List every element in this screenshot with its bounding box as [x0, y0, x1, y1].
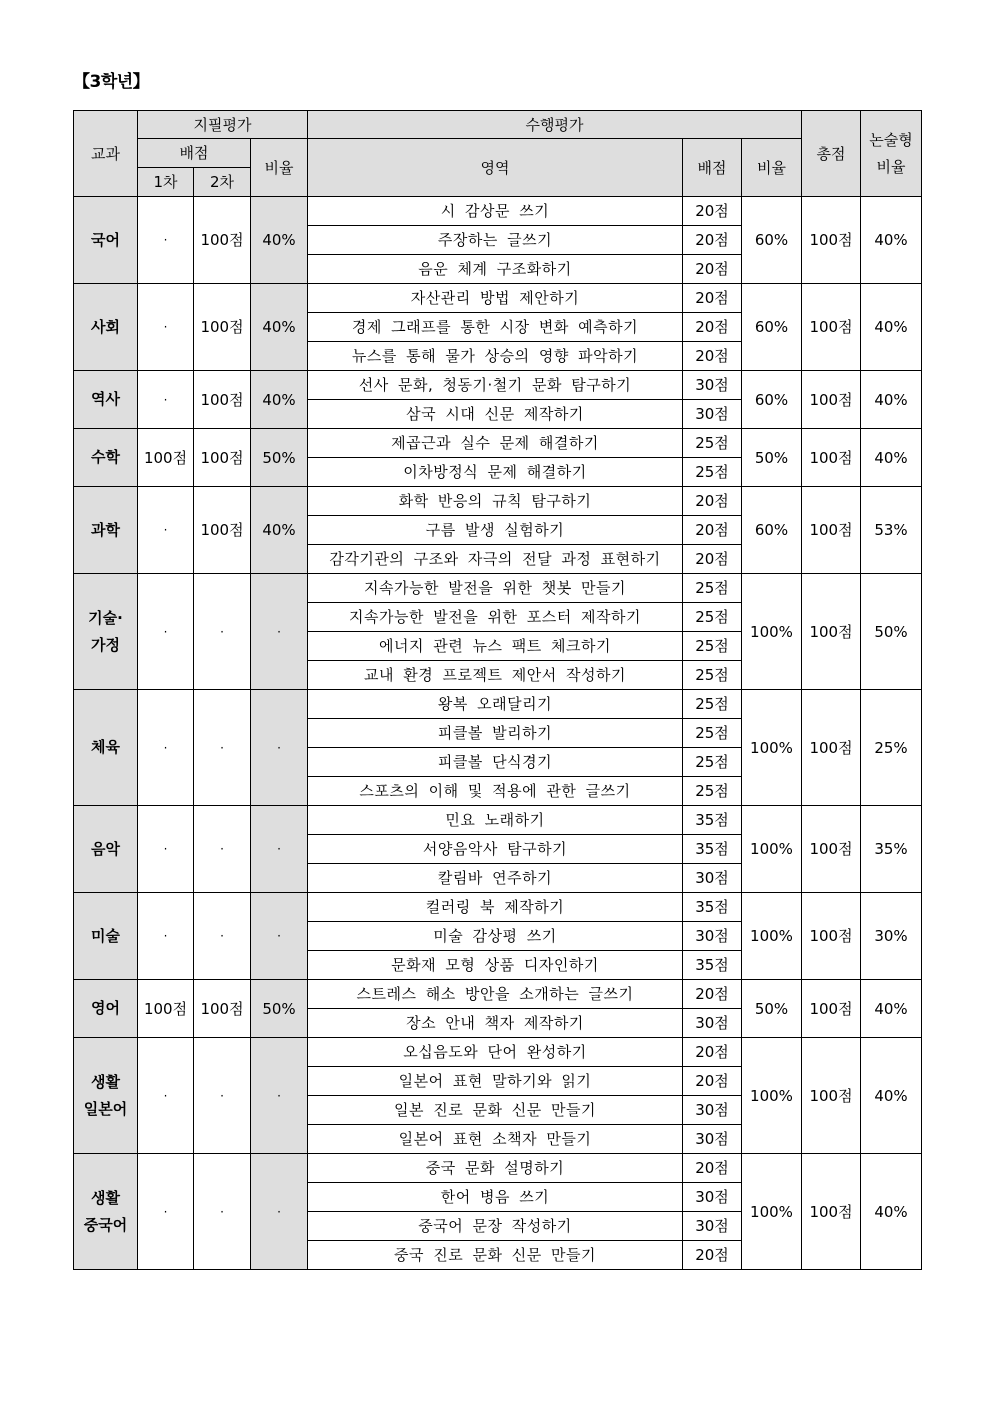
performance-area: 선사 문화, 청동기·철기 문화 탐구하기	[308, 371, 683, 400]
performance-score: 25점	[683, 603, 742, 632]
performance-score: 30점	[683, 1096, 742, 1125]
written-second-score: ·	[194, 806, 251, 893]
performance-area: 중국 진로 문화 신문 만들기	[308, 1241, 683, 1270]
written-first-score: ·	[138, 487, 194, 574]
total-score: 100점	[802, 574, 861, 690]
subject-name-line: 기술·	[88, 608, 123, 627]
performance-score: 25점	[683, 690, 742, 719]
performance-score: 20점	[683, 342, 742, 371]
subject-name	[74, 980, 138, 1038]
written-second-score: 100점	[194, 284, 251, 371]
table-row	[74, 284, 922, 313]
essay-ratio: 50%	[861, 574, 922, 690]
header-essay-ratio	[861, 111, 922, 197]
total-score: 100점	[802, 690, 861, 806]
evaluation-table	[73, 110, 922, 1270]
written-second-score: 100점	[194, 371, 251, 429]
performance-score: 35점	[683, 806, 742, 835]
written-ratio: 50%	[251, 980, 308, 1038]
subject-name	[74, 429, 138, 487]
written-first-score: ·	[138, 893, 194, 980]
performance-area: 경제 그래프를 통한 시장 변화 예측하기	[308, 313, 683, 342]
written-first-score: ·	[138, 1154, 194, 1270]
performance-score: 25점	[683, 661, 742, 690]
performance-score: 30점	[683, 1125, 742, 1154]
table-row	[74, 429, 922, 458]
subject-name	[74, 1154, 138, 1270]
performance-score: 20점	[683, 197, 742, 226]
performance-score: 25점	[683, 429, 742, 458]
total-score: 100점	[802, 893, 861, 980]
performance-score: 35점	[683, 893, 742, 922]
written-ratio: ·	[251, 806, 308, 893]
performance-area: 감각기관의 구조와 자극의 전달 과정 표현하기	[308, 545, 683, 574]
written-second-score: ·	[194, 1154, 251, 1270]
subject-name	[74, 371, 138, 429]
performance-area: 구름 발생 실험하기	[308, 516, 683, 545]
performance-ratio: 60%	[742, 284, 802, 371]
total-score: 100점	[802, 197, 861, 284]
performance-area: 화학 반응의 규칙 탐구하기	[308, 487, 683, 516]
performance-area: 문화재 모형 상품 디자인하기	[308, 951, 683, 980]
performance-score: 30점	[683, 864, 742, 893]
header-ratio: 비율	[251, 139, 308, 197]
essay-ratio: 40%	[861, 371, 922, 429]
subject-name	[74, 893, 138, 980]
table-row	[74, 1038, 922, 1067]
written-ratio: 50%	[251, 429, 308, 487]
subject-name	[74, 487, 138, 574]
written-second-score: 100점	[194, 980, 251, 1038]
performance-area: 미술 감상평 쓰기	[308, 922, 683, 951]
header-area: 영역	[308, 139, 683, 197]
essay-ratio: 25%	[861, 690, 922, 806]
written-second-score: ·	[194, 893, 251, 980]
performance-area: 오십음도와 단어 완성하기	[308, 1038, 683, 1067]
performance-ratio: 50%	[742, 980, 802, 1038]
performance-score: 20점	[683, 1154, 742, 1183]
table-row	[74, 980, 922, 1009]
written-second-score: 100점	[194, 429, 251, 487]
performance-ratio: 100%	[742, 1154, 802, 1270]
performance-area: 왕복 오래달리기	[308, 690, 683, 719]
written-ratio: 40%	[251, 197, 308, 284]
written-first-score: ·	[138, 284, 194, 371]
written-first-score: 100점	[138, 429, 194, 487]
performance-area: 삼국 시대 신문 제작하기	[308, 400, 683, 429]
total-score: 100점	[802, 1154, 861, 1270]
performance-area: 일본 진로 문화 신문 만들기	[308, 1096, 683, 1125]
performance-ratio: 100%	[742, 893, 802, 980]
table-row	[74, 487, 922, 516]
performance-area: 민요 노래하기	[308, 806, 683, 835]
written-ratio: 40%	[251, 371, 308, 429]
performance-score: 30점	[683, 371, 742, 400]
header-performance-eval: 수행평가	[308, 111, 802, 139]
subject-name-line: 생활	[91, 1072, 120, 1091]
subject-name-line: 체육	[91, 738, 120, 756]
table-row	[74, 1154, 922, 1183]
table-row	[74, 197, 922, 226]
essay-ratio: 40%	[861, 980, 922, 1038]
performance-score: 20점	[683, 1038, 742, 1067]
performance-score: 20점	[683, 313, 742, 342]
subject-name	[74, 1038, 138, 1154]
performance-score: 20점	[683, 516, 742, 545]
performance-area: 한어 병음 쓰기	[308, 1183, 683, 1212]
subject-name-line: 사회	[91, 317, 120, 336]
performance-ratio: 100%	[742, 806, 802, 893]
performance-score: 25점	[683, 748, 742, 777]
performance-area: 스포츠의 이해 및 적용에 관한 글쓰기	[308, 777, 683, 806]
performance-score: 20점	[683, 980, 742, 1009]
table-row	[74, 893, 922, 922]
performance-ratio: 60%	[742, 487, 802, 574]
performance-area: 일본어 표현 소책자 만들기	[308, 1125, 683, 1154]
performance-area: 피클볼 발리하기	[308, 719, 683, 748]
performance-ratio: 100%	[742, 690, 802, 806]
written-first-score: ·	[138, 371, 194, 429]
essay-ratio: 40%	[861, 1154, 922, 1270]
table-row	[74, 690, 922, 719]
written-ratio: ·	[251, 690, 308, 806]
subject-name-line: 음악	[91, 839, 120, 858]
performance-score: 30점	[683, 1183, 742, 1212]
table-row	[74, 806, 922, 835]
performance-score: 20점	[683, 1241, 742, 1270]
performance-score: 25점	[683, 458, 742, 487]
total-score: 100점	[802, 371, 861, 429]
total-score: 100점	[802, 806, 861, 893]
written-first-score: ·	[138, 1038, 194, 1154]
performance-score: 30점	[683, 400, 742, 429]
subject-name-line: 영어	[91, 999, 120, 1017]
performance-area: 시 감상문 쓰기	[308, 197, 683, 226]
performance-score: 20점	[683, 1067, 742, 1096]
performance-score: 20점	[683, 545, 742, 574]
subject-name-line: 국어	[91, 230, 120, 249]
subject-name-line: 중국어	[83, 1215, 128, 1234]
performance-score: 20점	[683, 226, 742, 255]
subject-name-line: 역사	[91, 390, 120, 408]
header-score: 배점	[138, 139, 251, 168]
performance-score: 35점	[683, 835, 742, 864]
performance-score: 20점	[683, 284, 742, 313]
total-score: 100점	[802, 429, 861, 487]
subject-name	[74, 806, 138, 893]
subject-name-line: 수학	[91, 448, 120, 466]
written-second-score: 100점	[194, 197, 251, 284]
performance-score: 20점	[683, 487, 742, 516]
table-row	[74, 574, 922, 603]
performance-score: 25점	[683, 719, 742, 748]
performance-ratio: 60%	[742, 371, 802, 429]
written-first-score: ·	[138, 574, 194, 690]
table-row	[74, 371, 922, 400]
written-ratio: 40%	[251, 284, 308, 371]
written-ratio: ·	[251, 1038, 308, 1154]
performance-ratio: 100%	[742, 1038, 802, 1154]
performance-score: 25점	[683, 632, 742, 661]
subject-name	[74, 284, 138, 371]
essay-ratio: 53%	[861, 487, 922, 574]
performance-ratio: 50%	[742, 429, 802, 487]
total-score: 100점	[802, 1038, 861, 1154]
written-ratio: ·	[251, 574, 308, 690]
page-title: 【3학년】	[73, 72, 150, 92]
subject-name	[74, 690, 138, 806]
subject-name	[74, 197, 138, 284]
subject-name-line: 일본어	[83, 1099, 128, 1118]
written-second-score: 100점	[194, 487, 251, 574]
performance-area: 주장하는 글쓰기	[308, 226, 683, 255]
performance-area: 컬러링 북 제작하기	[308, 893, 683, 922]
written-first-score: ·	[138, 197, 194, 284]
performance-score: 35점	[683, 951, 742, 980]
subject-name	[74, 574, 138, 690]
performance-area: 피클볼 단식경기	[308, 748, 683, 777]
performance-score: 25점	[683, 777, 742, 806]
performance-area: 에너지 관련 뉴스 팩트 체크하기	[308, 632, 683, 661]
performance-area: 교내 환경 프로젝트 제안서 작성하기	[308, 661, 683, 690]
performance-score: 30점	[683, 922, 742, 951]
subject-name-line: 생활	[91, 1188, 120, 1207]
performance-score: 25점	[683, 574, 742, 603]
written-ratio: ·	[251, 1154, 308, 1270]
performance-area: 제곱근과 실수 문제 해결하기	[308, 429, 683, 458]
performance-area: 이차방정식 문제 해결하기	[308, 458, 683, 487]
essay-ratio: 35%	[861, 806, 922, 893]
subject-name-line: 과학	[91, 520, 120, 539]
performance-area: 서양음악사 탐구하기	[308, 835, 683, 864]
essay-ratio: 40%	[861, 1038, 922, 1154]
written-second-score: ·	[194, 574, 251, 690]
essay-ratio: 40%	[861, 284, 922, 371]
written-second-score: ·	[194, 1038, 251, 1154]
written-second-score: ·	[194, 690, 251, 806]
essay-ratio: 40%	[861, 429, 922, 487]
header-perf-ratio: 비율	[742, 139, 802, 197]
performance-ratio: 100%	[742, 574, 802, 690]
header-total: 총점	[802, 111, 861, 197]
performance-area: 자산관리 방법 제안하기	[308, 284, 683, 313]
subject-name-line: 미술	[91, 926, 120, 945]
total-score: 100점	[802, 284, 861, 371]
total-score: 100점	[802, 487, 861, 574]
header-written-eval: 지필평가	[138, 111, 308, 139]
subject-name-line: 가정	[91, 635, 120, 654]
written-first-score: ·	[138, 690, 194, 806]
written-first-score: ·	[138, 806, 194, 893]
header-first: 1차	[138, 168, 194, 197]
performance-area: 음운 체계 구조화하기	[308, 255, 683, 284]
written-ratio: 40%	[251, 487, 308, 574]
total-score: 100점	[802, 980, 861, 1038]
written-ratio: ·	[251, 893, 308, 980]
performance-area: 장소 안내 책자 제작하기	[308, 1009, 683, 1038]
performance-area: 칼림바 연주하기	[308, 864, 683, 893]
written-first-score: 100점	[138, 980, 194, 1038]
header-subject: 교과	[74, 111, 138, 197]
header-second: 2차	[194, 168, 251, 197]
performance-area: 일본어 표현 말하기와 읽기	[308, 1067, 683, 1096]
performance-area: 스트레스 해소 방안을 소개하는 글쓰기	[308, 980, 683, 1009]
performance-score: 30점	[683, 1212, 742, 1241]
performance-score: 30점	[683, 1009, 742, 1038]
essay-ratio: 30%	[861, 893, 922, 980]
header-essay-ratio-line1: 논술형	[869, 130, 913, 149]
essay-ratio: 40%	[861, 197, 922, 284]
performance-area: 지속가능한 발전을 위한 포스터 제작하기	[308, 603, 683, 632]
performance-area: 뉴스를 통해 물가 상승의 영향 파악하기	[308, 342, 683, 371]
performance-area: 중국 문화 설명하기	[308, 1154, 683, 1183]
performance-score: 20점	[683, 255, 742, 284]
performance-area: 중국어 문장 작성하기	[308, 1212, 683, 1241]
performance-area: 지속가능한 발전을 위한 챗봇 만들기	[308, 574, 683, 603]
performance-ratio: 60%	[742, 197, 802, 284]
header-essay-ratio-line2: 비율	[876, 157, 906, 176]
header-perf-score: 배점	[683, 139, 742, 197]
